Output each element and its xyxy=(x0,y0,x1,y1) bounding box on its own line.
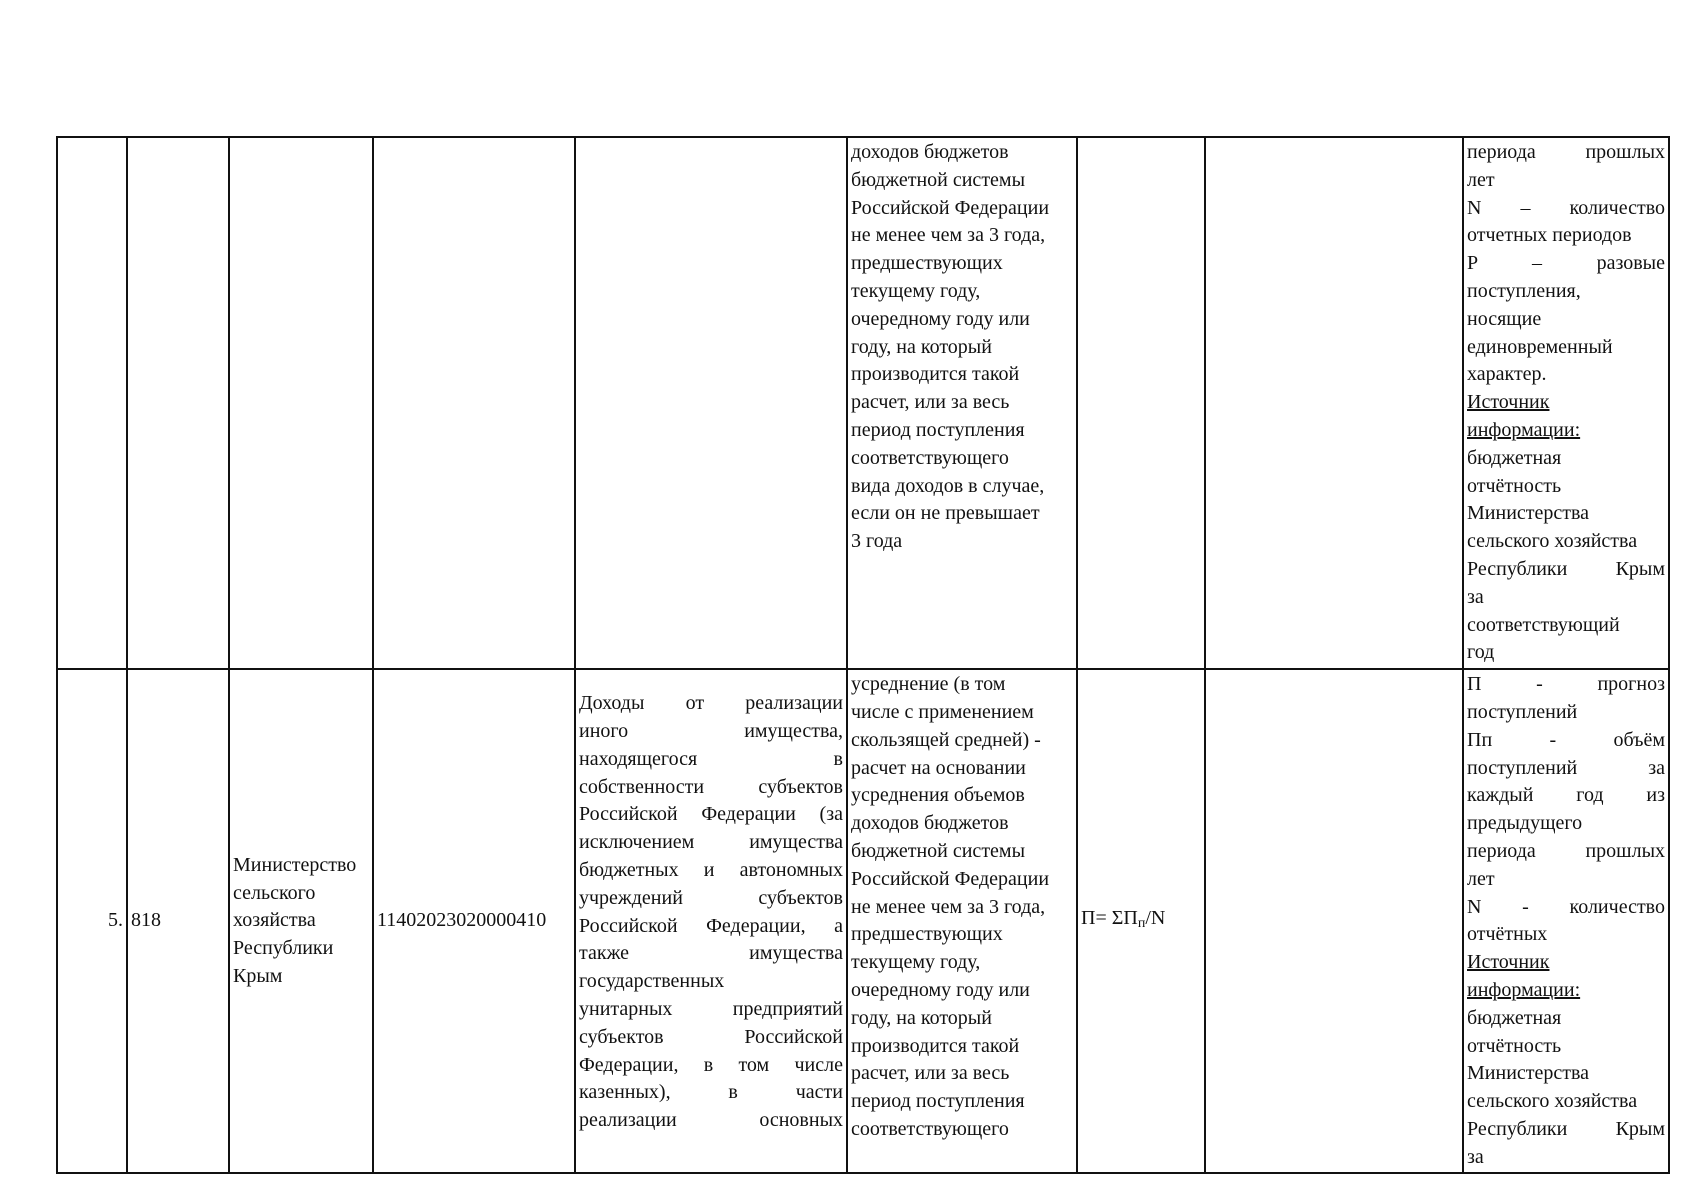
income-name-line: также имущества xyxy=(579,942,843,965)
income-name-cell xyxy=(575,137,847,669)
administrator-cell xyxy=(229,669,373,1173)
method-line: году, на который xyxy=(851,335,992,358)
method-line: период поступления xyxy=(851,418,1025,441)
administrator-line: Министерство xyxy=(233,853,357,876)
method-line: производится такой xyxy=(851,363,1020,386)
method-line: период поступления xyxy=(851,1090,1025,1113)
method-line: усреднения объемов xyxy=(851,784,1025,807)
desc-line: отчётных xyxy=(1467,923,1548,946)
administrator-cell xyxy=(229,137,373,669)
administrator-line: сельского xyxy=(233,881,316,904)
desc-line: бюджетная xyxy=(1467,1006,1562,1029)
income-name-line: Доходы от реализации xyxy=(579,692,843,715)
row-number-cell: 5. xyxy=(57,669,127,1173)
method-line: если он не превышает xyxy=(851,502,1040,525)
method-line: очередному году или xyxy=(851,307,1030,330)
method-line: году, на который xyxy=(851,1006,992,1029)
calculation-method-cell xyxy=(847,669,1077,1173)
desc-line: поступлений за xyxy=(1467,756,1665,779)
method-line: Российской Федерации xyxy=(851,196,1050,219)
administrator-line: хозяйства xyxy=(233,909,316,932)
info-source-label: Источник xyxy=(1467,951,1550,974)
desc-line: N – количество xyxy=(1467,196,1665,219)
desc-line: периода прошлых xyxy=(1467,839,1665,862)
formula-cell xyxy=(1077,669,1205,1173)
formula-main: П= ΣП xyxy=(1081,906,1138,929)
method-line: числе с применением xyxy=(851,700,1034,723)
table-row xyxy=(57,137,1669,669)
row-number-cell xyxy=(57,137,127,669)
income-name-line: унитарных предприятий xyxy=(579,997,843,1020)
method-line: предшествующих xyxy=(851,923,1003,946)
income-name-line: государственных xyxy=(579,970,725,993)
admin-code-cell: 818 xyxy=(127,669,229,1173)
method-line: бюджетной системы xyxy=(851,168,1026,191)
method-line: скользящей средней) - xyxy=(851,728,1041,751)
calculation-method-cell xyxy=(847,137,1077,669)
desc-line: Республики Крым xyxy=(1467,557,1665,580)
income-name-line: собственности субъектов xyxy=(579,775,843,798)
method-line: производится такой xyxy=(851,1034,1020,1057)
income-name-line: Российской Федерации (за xyxy=(579,803,843,826)
desc-line: бюджетная xyxy=(1467,446,1562,469)
income-name-line: реализации основных xyxy=(579,1109,843,1132)
income-name-line: учреждений субъектов xyxy=(579,886,843,909)
desc-line: отчётность xyxy=(1467,1034,1562,1057)
method-line: доходов бюджетов xyxy=(851,812,1009,835)
method-line: текущему году, xyxy=(851,951,981,974)
kbk-cell: 11402023020000410 xyxy=(373,669,575,1173)
desc-line: поступлений xyxy=(1467,700,1578,723)
method-line: усреднение (в том xyxy=(851,673,1006,696)
desc-line: за xyxy=(1467,1145,1484,1168)
desc-line: П - прогноз xyxy=(1467,673,1665,696)
desc-line: соответствующий xyxy=(1467,613,1620,636)
income-name-line: находящегося в xyxy=(579,747,843,770)
desc-line: Министерства xyxy=(1467,1062,1590,1085)
method-line: 3 года xyxy=(851,530,903,553)
kbk-cell xyxy=(373,137,575,669)
method-line: соответствующего xyxy=(851,1117,1009,1140)
desc-line: отчетных периодов xyxy=(1467,224,1632,247)
desc-line: отчётность xyxy=(1467,474,1562,497)
desc-line: лет xyxy=(1467,867,1495,890)
method-line: очередному году или xyxy=(851,978,1030,1001)
desc-line: каждый год из xyxy=(1467,784,1665,807)
income-name-line: Российской Федерации, а xyxy=(579,914,843,937)
formula-cell xyxy=(1077,137,1205,669)
desc-line: Пп - объём xyxy=(1467,728,1665,751)
info-source-label: Источник xyxy=(1467,391,1550,414)
desc-line: Министерства xyxy=(1467,502,1590,525)
empty-column-cell xyxy=(1205,137,1463,669)
income-name-line: Федерации, в том числе xyxy=(579,1053,843,1076)
method-line: не менее чем за 3 года, xyxy=(851,895,1046,918)
method-line: соответствующего xyxy=(851,446,1009,469)
desc-line: предыдущего xyxy=(1467,812,1583,835)
desc-line: носящие xyxy=(1467,307,1542,330)
formula-description-cell xyxy=(1463,137,1669,669)
method-line: вида доходов в случае, xyxy=(851,474,1045,497)
income-name-line: исключением имущества xyxy=(579,831,843,854)
formula-description-cell xyxy=(1463,669,1669,1173)
method-line: текущему году, xyxy=(851,279,981,302)
revenue-forecast-table xyxy=(56,136,1670,1174)
method-line: расчет на основании xyxy=(851,756,1026,779)
desc-line: год xyxy=(1467,641,1495,664)
table-row xyxy=(57,669,1669,1173)
desc-line: за xyxy=(1467,585,1484,608)
desc-line: единовременный xyxy=(1467,335,1613,358)
income-name-cell xyxy=(575,669,847,1173)
method-line: не менее чем за 3 года, xyxy=(851,224,1046,247)
desc-line: P – разовые xyxy=(1467,252,1665,275)
method-line: доходов бюджетов xyxy=(851,141,1009,163)
method-line: предшествующих xyxy=(851,252,1003,275)
admin-code-cell xyxy=(127,137,229,669)
income-name-line: казенных), в части xyxy=(579,1081,843,1104)
desc-line: поступления, xyxy=(1467,279,1581,302)
method-line: бюджетной системы xyxy=(851,839,1026,862)
administrator-line: Крым xyxy=(233,965,283,987)
income-name-line: бюджетных и автономных xyxy=(579,858,843,881)
income-name-line: субъектов Российской xyxy=(579,1025,843,1048)
method-line: расчет, или за весь xyxy=(851,1062,1010,1085)
desc-line: лет xyxy=(1467,168,1495,191)
desc-line: сельского хозяйства xyxy=(1467,1090,1638,1113)
method-line: расчет, или за весь xyxy=(851,391,1010,414)
formula-subscript: п xyxy=(1137,915,1146,931)
desc-line: характер. xyxy=(1467,363,1547,386)
desc-line: N - количество xyxy=(1467,895,1665,918)
formula-tail: /N xyxy=(1145,906,1166,929)
empty-column-cell xyxy=(1205,669,1463,1173)
info-source-label: информации: xyxy=(1467,418,1581,441)
desc-line: сельского хозяйства xyxy=(1467,530,1638,553)
method-line: Российской Федерации xyxy=(851,867,1050,890)
info-source-label: информации: xyxy=(1467,978,1581,1001)
administrator-line: Республики xyxy=(233,937,334,960)
desc-line: Республики Крым xyxy=(1467,1117,1665,1140)
income-name-line: иного имущества, xyxy=(579,719,843,742)
desc-line: периода прошлых xyxy=(1467,141,1665,163)
